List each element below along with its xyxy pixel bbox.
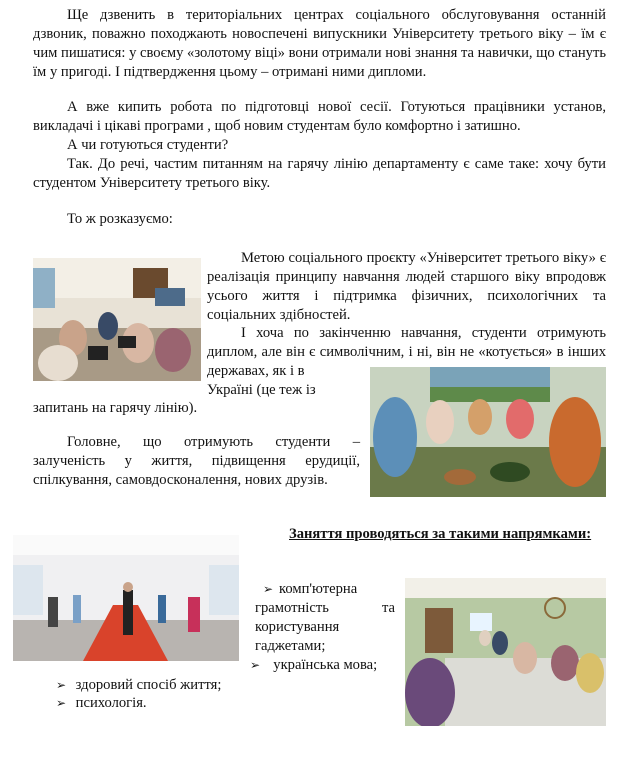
direction-item-health [56,676,221,695]
classroom-photo [33,258,201,381]
benefits-paragraph: Головне, що отримують студенти – залученість у життя, підвищення ерудиції, спілкування, самовдосконалення, нових друзів. [33,434,360,488]
dance-class-photo [13,535,239,661]
intro-paragraph: Ще дзвенить в територіальних центрах соціального обслуговування останній дзвоник, поважно походжають новоспечені випускники Університету третього віку – їм є чим пишатися: у своєму «золотому віці» вони отримали нові знання та навички, що стануть їм у пригоді. І підтвердження цьому – отримані ними дипломи. [33,7,607,80]
explain-line: То ж розказуємо: [67,211,173,227]
direction-item-psychology [56,694,147,713]
direction-item-ukrainian [250,656,377,675]
lecture-photo [405,578,606,726]
diploma-paragraph-end: запитань на гарячу лінію). [33,400,198,416]
diploma-paragraph: І хоча по закінченню навчання, студенти отримують диплом, але він є символічним, і ні, він не «котується» в інших державах, як і в [207,325,606,379]
direction-item-computer [255,580,395,656]
project-goal-paragraph: Метою соціального проєкту «Університет третього віку» є реалізація принципу навчання людей старшого віку впродовж усього життя і підтримка фізичних, психологічних та соціальних здібностей. [207,250,606,323]
directions-heading: Заняття проводяться за такими напрямками: [289,526,592,542]
preparation-paragraph: А вже кипить робота по підготовці нової сесії. Готуються працівники установ, викладачі і цікаві програми , щоб новим студентам було комфортно і затишно. [33,99,606,134]
arrow-bullet-icon: ➢ [56,678,67,692]
answer-paragraph: Так. До речі, частим питанням на гарячу лінію департаменту є саме таке: хочу бути студентом Університету третього віку. [33,156,606,191]
diploma-paragraph-cont: Україні (це теж із [207,382,316,398]
direction-label: комп'ютерна грамотність та користування гаджетами; [255,581,395,654]
direction-label: здоровий спосіб життя; [75,677,222,693]
arrow-bullet-icon: ➢ [250,658,261,672]
arrow-bullet-icon: ➢ [263,582,274,596]
crafting-photo [370,367,606,497]
arrow-bullet-icon: ➢ [56,696,67,710]
question-line: А чи готуються студенти? [67,137,229,153]
direction-label: українська мова; [273,657,378,673]
direction-label: психологія. [75,695,147,711]
